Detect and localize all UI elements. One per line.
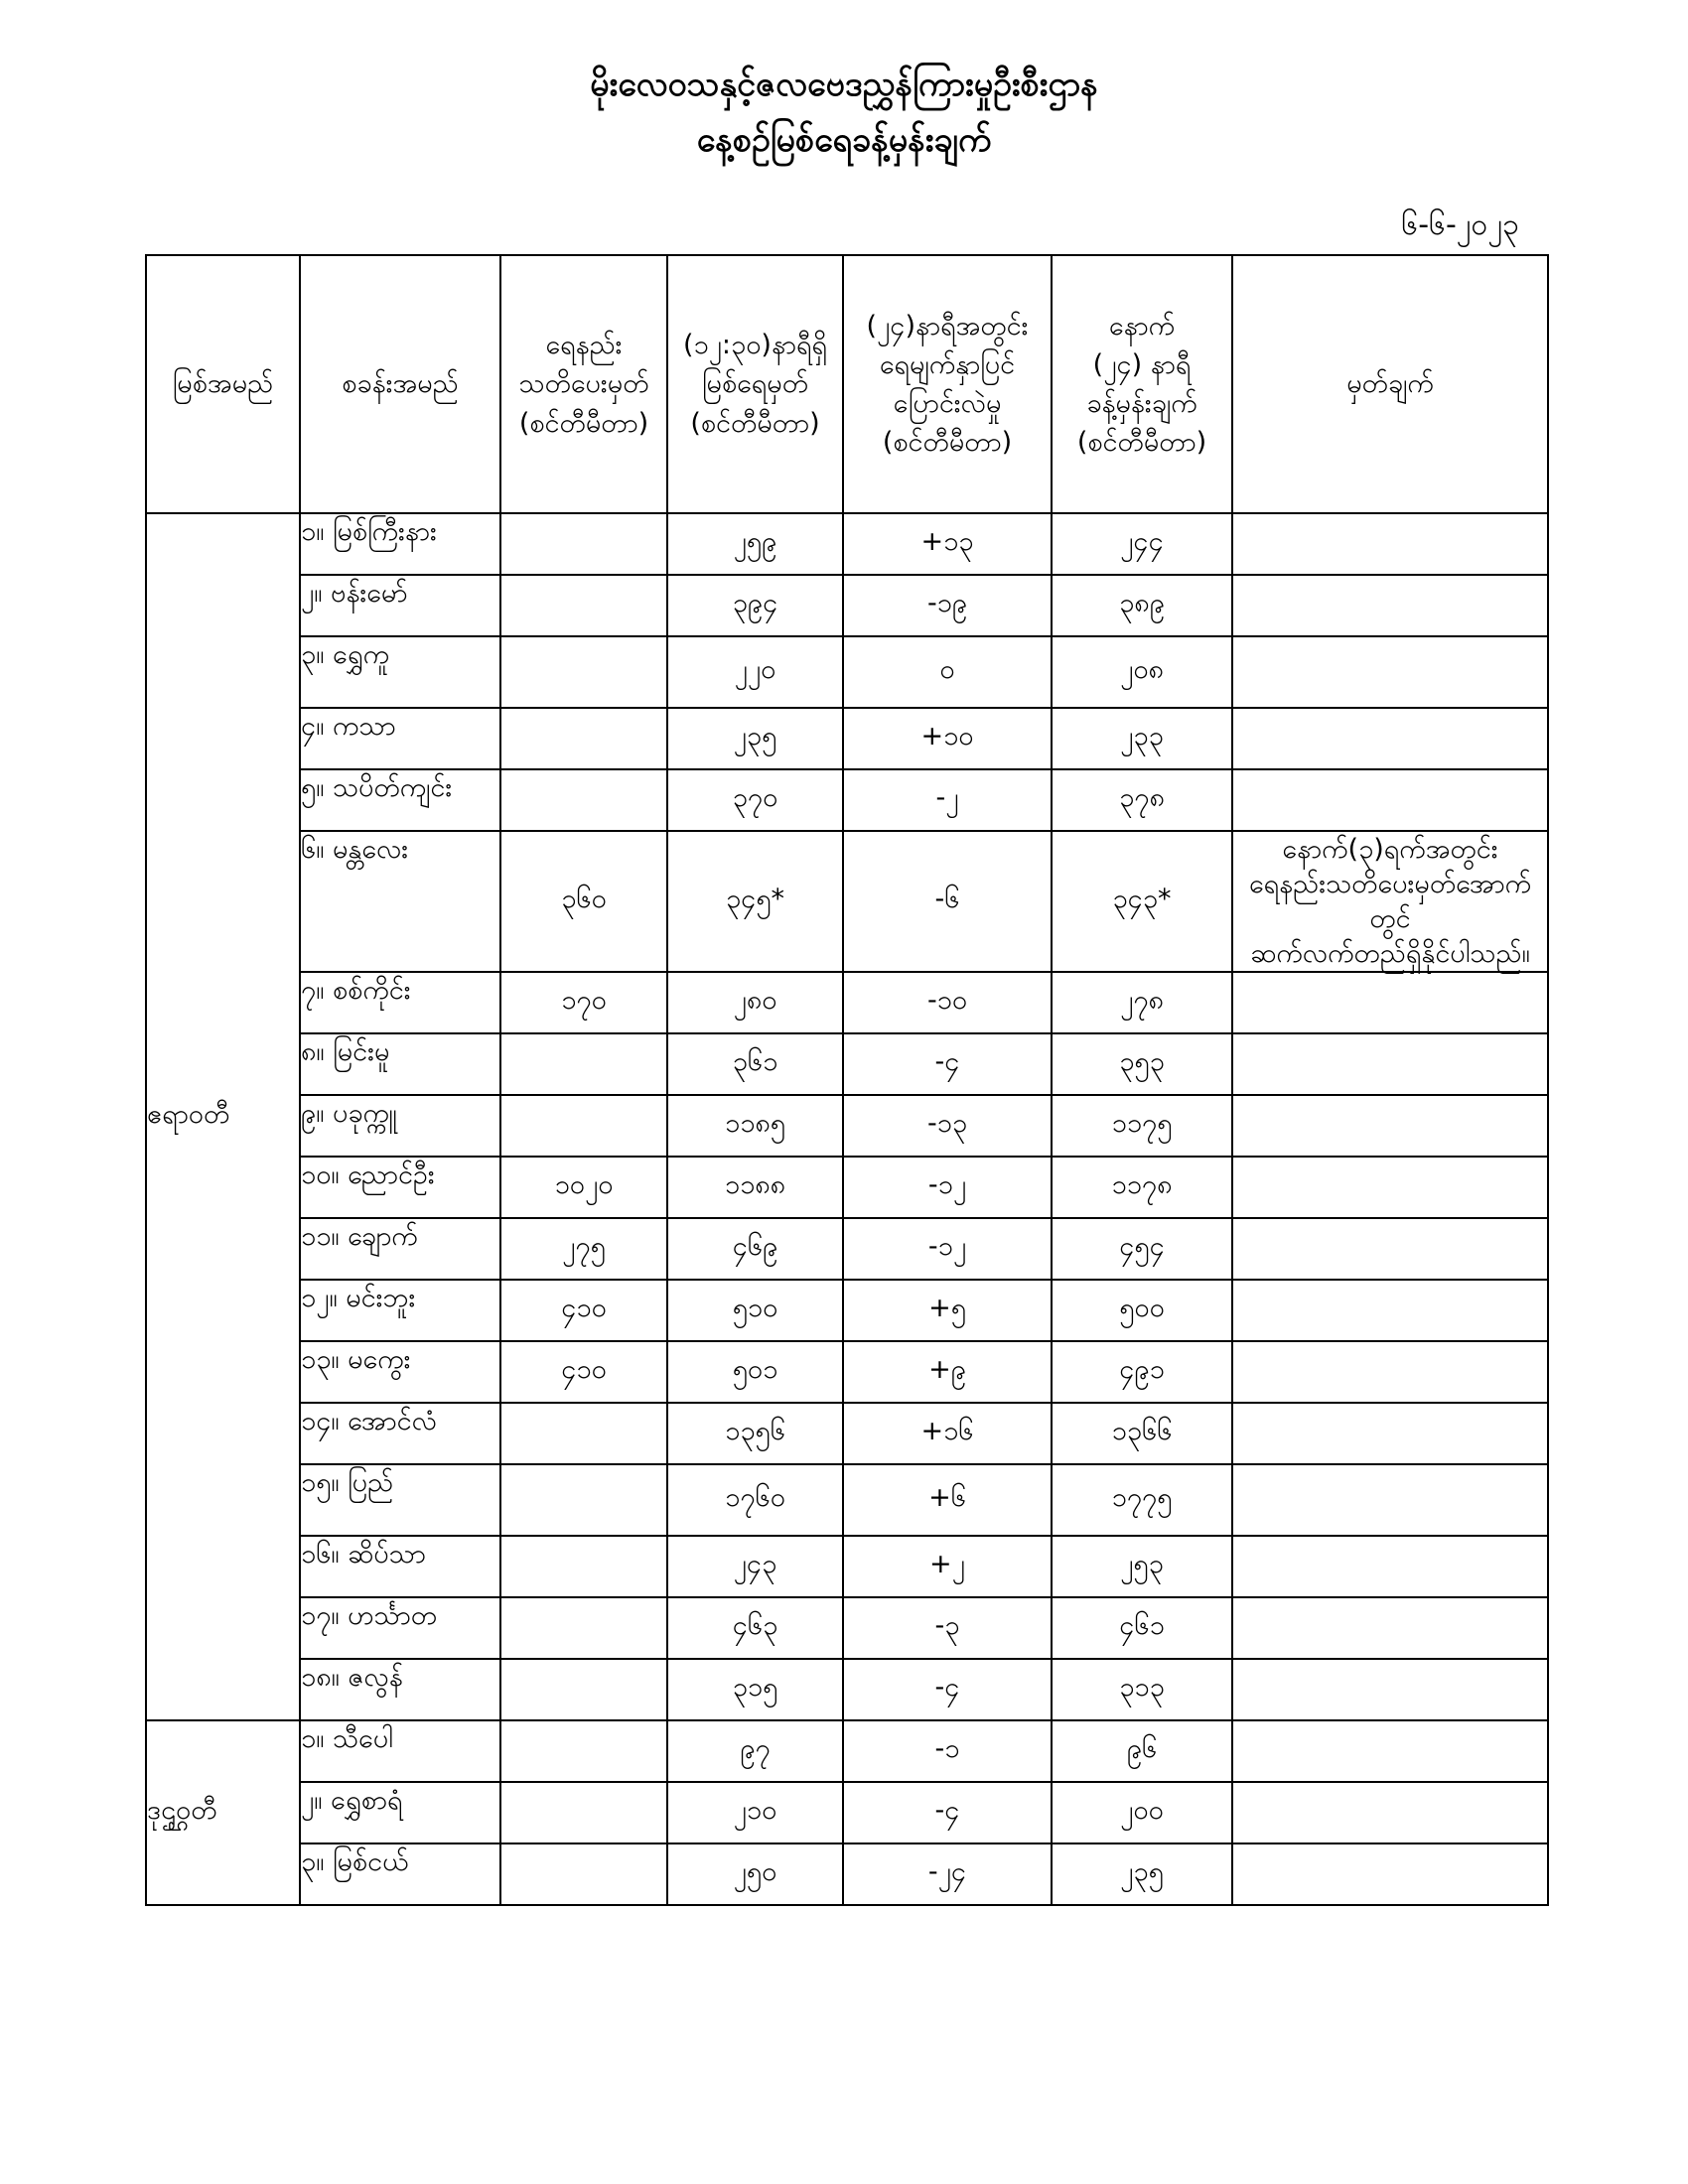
station-name-cell: ၁၅။ ပြည် [300, 1464, 500, 1536]
water-level-cell: ၅၁၀ [667, 1280, 843, 1341]
change-cell: -၁၉ [843, 575, 1052, 636]
station-name-cell: ၁၇။ ဟင်္သာတ [300, 1597, 500, 1659]
remark-cell [1232, 972, 1548, 1033]
forecast-cell: ၃၅၃ [1052, 1033, 1232, 1095]
low-warning-cell [500, 1403, 667, 1464]
report-title: နေ့စဉ်မြစ်ရေခန့်မှန်းချက် [696, 120, 992, 160]
low-warning-cell [500, 1536, 667, 1597]
change-cell: -၁ [843, 1720, 1052, 1782]
forecast-cell: ၁၃၆၆ [1052, 1403, 1232, 1464]
change-cell: +၅ [843, 1280, 1052, 1341]
low-warning-cell: ၁၀၂၀ [500, 1157, 667, 1218]
river-name-cell: ဧရာဝတီ [146, 513, 300, 1720]
change-cell: -၂၄ [843, 1843, 1052, 1905]
low-warning-cell [500, 1095, 667, 1157]
station-name-cell: ၂။ ရွှေစာရံ [300, 1782, 500, 1843]
header-water-level: (၁၂:၃၀)နာရီရှိ မြစ်ရေမှတ် (စင်တီမီတာ) [667, 255, 843, 513]
forecast-cell: ၅၀၀ [1052, 1280, 1232, 1341]
water-level-cell: ၃၆၁ [667, 1033, 843, 1095]
water-level-cell: ၂၁၀ [667, 1782, 843, 1843]
forecast-cell: ၃၄၃* [1052, 831, 1232, 972]
station-name-cell: ၁။ သီပေါ [300, 1720, 500, 1782]
change-cell: +၁၀ [843, 708, 1052, 769]
low-warning-cell: ၃၆၀ [500, 831, 667, 972]
water-level-cell: ၃၄၅* [667, 831, 843, 972]
remark-cell [1232, 1218, 1548, 1280]
station-name-cell: ၉။ ပခုက္ကူ [300, 1095, 500, 1157]
remark-cell [1232, 575, 1548, 636]
table-row [146, 1218, 1548, 1280]
low-warning-cell: ၁၇၀ [500, 972, 667, 1033]
change-cell: -၄ [843, 1782, 1052, 1843]
station-name-cell: ၅။ သပိတ်ကျင်း [300, 769, 500, 831]
remark-cell [1232, 1095, 1548, 1157]
low-warning-cell [500, 1464, 667, 1536]
low-warning-cell [500, 513, 667, 575]
remark-cell [1232, 513, 1548, 575]
table-row [146, 1720, 1548, 1782]
change-cell: +၆ [843, 1464, 1052, 1536]
header-24h-forecast: နောက် (၂၄) နာရီ ခန့်မှန်းချက် (စင်တီမီတာ) [1052, 255, 1232, 513]
table-row [146, 769, 1548, 831]
water-level-cell: ၁၁၈၈ [667, 1157, 843, 1218]
station-name-cell: ၄။ ကသာ [300, 708, 500, 769]
remark-cell [1232, 1033, 1548, 1095]
station-name-cell: ၁၃။ မကွေး [300, 1341, 500, 1403]
water-level-cell: ၁၇၆၀ [667, 1464, 843, 1536]
table-header-row [146, 255, 1548, 513]
forecast-cell: ၂၃၅ [1052, 1843, 1232, 1905]
station-name-cell: ၂။ ဗန်းမော် [300, 575, 500, 636]
station-name-cell: ၁၂။ မင်းဘူး [300, 1280, 500, 1341]
table-row [146, 1403, 1548, 1464]
table-row [146, 1280, 1548, 1341]
remark-cell [1232, 1782, 1548, 1843]
water-level-cell: ၂၈၀ [667, 972, 843, 1033]
change-cell: -၁၂ [843, 1157, 1052, 1218]
table-row [146, 831, 1548, 972]
water-level-cell: ၃၁၅ [667, 1659, 843, 1720]
water-level-cell: ၁၁၈၅ [667, 1095, 843, 1157]
change-cell: -၁၃ [843, 1095, 1052, 1157]
station-name-cell: ၃။ ရွှေကူ [300, 636, 500, 708]
table-row [146, 1659, 1548, 1720]
water-level-cell: ၃၇၀ [667, 769, 843, 831]
station-name-cell: ၁၄။ အောင်လံ [300, 1403, 500, 1464]
table-row [146, 575, 1548, 636]
forecast-cell: ၄၉၁ [1052, 1341, 1232, 1403]
remark-cell [1232, 1720, 1548, 1782]
table-row [146, 1033, 1548, 1095]
station-name-cell: ၈။ မြင်းမူ [300, 1033, 500, 1095]
low-warning-cell [500, 1720, 667, 1782]
table-row [146, 636, 1548, 708]
remark-cell [1232, 1536, 1548, 1597]
forecast-cell: ၃၈၉ [1052, 575, 1232, 636]
station-name-cell: ၃။ မြစ်ငယ် [300, 1843, 500, 1905]
remark-cell [1232, 769, 1548, 831]
forecast-cell: ၂၀၀ [1052, 1782, 1232, 1843]
water-level-cell: ၃၉၄ [667, 575, 843, 636]
table-row [146, 1464, 1548, 1536]
table-row [146, 1536, 1548, 1597]
change-cell: -၁၂ [843, 1218, 1052, 1280]
table-row [146, 708, 1548, 769]
water-level-cell: ၂၅၀ [667, 1843, 843, 1905]
low-warning-cell [500, 1597, 667, 1659]
low-warning-cell [500, 1659, 667, 1720]
table-row [146, 1341, 1548, 1403]
low-warning-cell: ၄၁၀ [500, 1280, 667, 1341]
remark-cell: နောက်(၃)ရက်အတွင်း ရေနည်းသတိပေးမှတ်အောက်တွင် ဆက်လက်တည်ရှိနိုင်ပါသည်။ [1232, 831, 1548, 972]
table-row [146, 1597, 1548, 1659]
table-row [146, 1782, 1548, 1843]
table-row [146, 1843, 1548, 1905]
low-warning-cell [500, 1843, 667, 1905]
station-name-cell: ၁၆။ ဆိပ်သာ [300, 1536, 500, 1597]
remark-cell [1232, 1157, 1548, 1218]
remark-cell [1232, 1659, 1548, 1720]
river-level-table [145, 254, 1549, 1906]
forecast-cell: ၂၄၄ [1052, 513, 1232, 575]
change-cell: +၁၆ [843, 1403, 1052, 1464]
table-row [146, 1095, 1548, 1157]
header-24h-change: (၂၄)နာရီအတွင်း ရေမျက်နှာပြင် ပြောင်းလဲမှု (စင်တီမီတာ) [843, 255, 1052, 513]
forecast-cell: ၁၇၇၅ [1052, 1464, 1232, 1536]
agency-title: မိုးလေဝသနှင့်ဇလဗေဒညွှန်ကြားမှုဦးစီးဌာန [590, 65, 1098, 104]
report-date: ၆-၆-၂၀၂၃ [1401, 207, 1519, 242]
forecast-cell: ၄၅၄ [1052, 1218, 1232, 1280]
header-river-name: မြစ်အမည် [146, 255, 300, 513]
water-level-cell: ၅၀၁ [667, 1341, 843, 1403]
remark-cell [1232, 1464, 1548, 1536]
water-level-cell: ၂၃၅ [667, 708, 843, 769]
water-level-cell: ၄၆၉ [667, 1218, 843, 1280]
forecast-cell: ၂၅၃ [1052, 1536, 1232, 1597]
forecast-cell: ၂၃၃ [1052, 708, 1232, 769]
station-name-cell: ၁၀။ ညောင်ဦး [300, 1157, 500, 1218]
change-cell: -၁၀ [843, 972, 1052, 1033]
table-row [146, 972, 1548, 1033]
forecast-cell: ၁၁၇၅ [1052, 1095, 1232, 1157]
low-warning-cell [500, 708, 667, 769]
table-body [146, 513, 1548, 1905]
change-cell: -၂ [843, 769, 1052, 831]
station-name-cell: ၁၈။ ဇလွန် [300, 1659, 500, 1720]
low-warning-cell [500, 636, 667, 708]
change-cell: -၄ [843, 1659, 1052, 1720]
change-cell: -၄ [843, 1033, 1052, 1095]
remark-cell [1232, 1597, 1548, 1659]
remark-cell [1232, 1280, 1548, 1341]
forecast-cell: ၂၀၈ [1052, 636, 1232, 708]
table-row [146, 1157, 1548, 1218]
change-cell: -၃ [843, 1597, 1052, 1659]
low-warning-cell [500, 769, 667, 831]
forecast-cell: ၄၆၁ [1052, 1597, 1232, 1659]
station-name-cell: ၁။ မြစ်ကြီးနား [300, 513, 500, 575]
forecast-cell: ၁၁၇၈ [1052, 1157, 1232, 1218]
river-name-cell: ဒုဌ္ဌဝတီ [146, 1720, 300, 1905]
water-level-cell: ၂၄၃ [667, 1536, 843, 1597]
change-cell: -၆ [843, 831, 1052, 972]
remark-cell [1232, 1341, 1548, 1403]
header-low-warning: ရေနည်း သတိပေးမှတ် (စင်တီမီတာ) [500, 255, 667, 513]
header-remarks: မှတ်ချက် [1232, 255, 1548, 513]
remark-cell [1232, 1843, 1548, 1905]
station-name-cell: ၆။ မန္တလေး [300, 831, 500, 972]
table-row [146, 513, 1548, 575]
water-level-cell: ၂၅၉ [667, 513, 843, 575]
forecast-cell: ၃၇၈ [1052, 769, 1232, 831]
change-cell: ၀ [843, 636, 1052, 708]
change-cell: +၁၃ [843, 513, 1052, 575]
low-warning-cell: ၂၇၅ [500, 1218, 667, 1280]
low-warning-cell [500, 575, 667, 636]
low-warning-cell [500, 1033, 667, 1095]
remark-cell [1232, 636, 1548, 708]
water-level-cell: ၁၃၅၆ [667, 1403, 843, 1464]
water-level-cell: ၂၂၀ [667, 636, 843, 708]
station-name-cell: ၁၁။ ချောက် [300, 1218, 500, 1280]
forecast-cell: ၃၁၃ [1052, 1659, 1232, 1720]
station-name-cell: ၇။ စစ်ကိုင်း [300, 972, 500, 1033]
water-level-cell: ၉၇ [667, 1720, 843, 1782]
low-warning-cell [500, 1782, 667, 1843]
header-station-name: စခန်းအမည် [300, 255, 500, 513]
forecast-cell: ၂၇၈ [1052, 972, 1232, 1033]
forecast-cell: ၉၆ [1052, 1720, 1232, 1782]
low-warning-cell: ၄၁၀ [500, 1341, 667, 1403]
remark-cell [1232, 708, 1548, 769]
remark-cell [1232, 1403, 1548, 1464]
water-level-cell: ၄၆၃ [667, 1597, 843, 1659]
change-cell: +၂ [843, 1536, 1052, 1597]
change-cell: +၉ [843, 1341, 1052, 1403]
